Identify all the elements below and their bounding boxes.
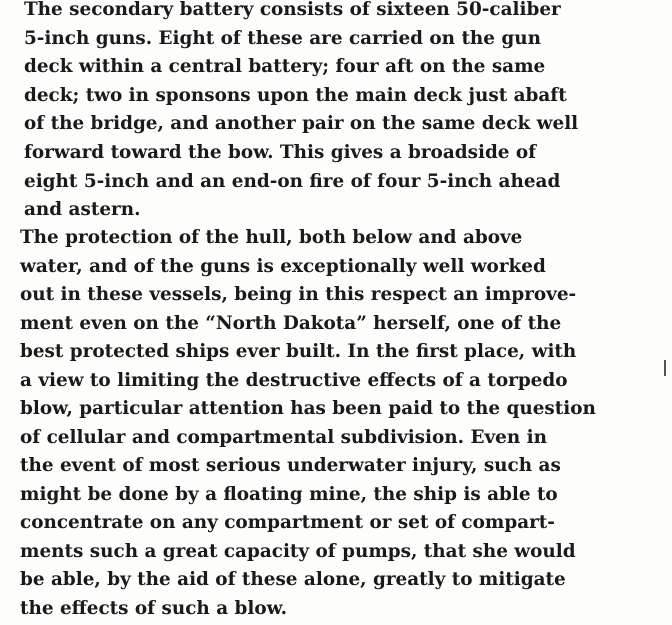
text-line: of cellular and compartmental subdivision. Even in: [20, 426, 547, 448]
text-line: the effects of such a blow.: [20, 597, 288, 619]
text-line: a view to limiting the destructive effects of a torpedo: [20, 369, 568, 391]
text-line: ment even on the “North Dakota” herself, one of the: [20, 312, 562, 334]
paragraph-hull-protection: [20, 224, 596, 623]
text-line: of the bridge, and another pair on the same deck well: [24, 113, 579, 135]
text-line: The protection of the hull, both below and above: [20, 227, 523, 248]
text-line: and astern.: [24, 199, 141, 221]
text-line: deck; two in sponsons upon the main deck just abaft: [24, 84, 567, 106]
text-line: blow, particular attention has been paid to the question: [20, 398, 596, 419]
text-line: eight 5-inch and an end-on fire of four 5-inch ahead: [24, 170, 561, 192]
text-line: concentrate on any compartment or set of compart-: [20, 512, 555, 533]
text-line: water, and of the guns is exceptionally well worked: [20, 255, 546, 277]
text-line: ments such a great capacity of pumps, that she would: [20, 540, 576, 562]
text-line: out in these vessels, being in this respect an improve-: [20, 284, 577, 305]
text-line: best protected ships ever built. In the first place, with: [20, 341, 577, 362]
text-line: 5-inch guns. Eight of these are carried on the gun: [24, 27, 542, 49]
text-line: the event of most serious underwater injury, such as: [20, 455, 561, 476]
paragraph-secondary-battery: [24, 0, 578, 225]
text-line: The secondary battery consists of sixteen 50-caliber: [24, 0, 561, 20]
text-line: forward toward the bow. This gives a broadside of: [24, 141, 537, 163]
text-line: be able, by the aid of these alone, greatly to mitigate: [20, 569, 566, 590]
text-line: deck within a central battery; four aft on the same: [24, 56, 546, 78]
scan-edge-mark: [664, 360, 666, 376]
text-line: might be done by a floating mine, the ship is able to: [20, 483, 558, 505]
